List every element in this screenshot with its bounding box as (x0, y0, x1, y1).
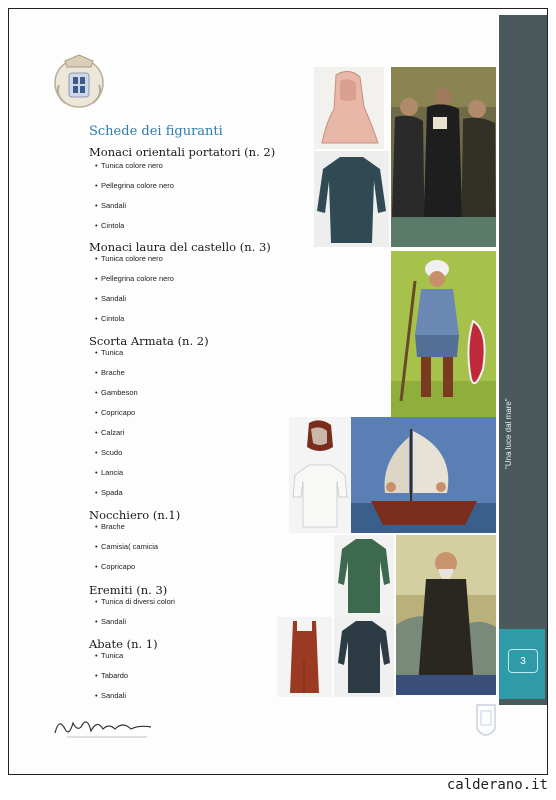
item-list (89, 161, 275, 230)
list-item: • Tunica colore nero (101, 161, 275, 170)
right-side-band (499, 15, 547, 705)
list-item: • Brache (101, 368, 209, 377)
sidebar-title: "Una luce dal mare" (504, 398, 513, 470)
item-list (89, 254, 271, 323)
page-title: Schede dei figuranti (89, 124, 223, 139)
list-item: • Calzari (101, 428, 209, 437)
item-list (89, 651, 158, 700)
list-item: • Camisia( camicia (101, 542, 180, 551)
list-item: • Copricapo (101, 562, 180, 571)
section-abate (89, 637, 158, 700)
list-item: • Sandali (101, 294, 271, 303)
section-title: Nocchiero (n.1) (89, 508, 181, 522)
list-item: • Tunica colore nero (101, 254, 271, 263)
dark-tunic-photo (314, 151, 389, 247)
footer-site-name: calderano.it (446, 777, 548, 793)
list-item: • Sandali (101, 691, 158, 700)
list-item: • Spada (101, 488, 209, 497)
list-item: • Sandali (101, 201, 275, 210)
red-tabard-photo (277, 617, 332, 697)
hood-and-shirt-photo (289, 417, 351, 533)
armed-soldier-illustration (391, 251, 496, 419)
page-number: 3 (508, 649, 538, 673)
list-item: • Gambeson (101, 388, 209, 397)
section-title: Eremiti (n. 3) (89, 583, 168, 597)
watermark-crest-icon (471, 699, 501, 747)
list-item: • Scudo (101, 448, 209, 457)
list-item: • Copricapo (101, 408, 209, 417)
item-list (89, 348, 209, 497)
section-nocchiero (89, 508, 180, 571)
dark-robe-photo (334, 617, 394, 697)
hooded-cape-photo (314, 67, 384, 149)
list-item: • Pellegrina colore nero (101, 181, 275, 190)
item-list (89, 522, 180, 571)
list-item: • Tunica di diversi colori (101, 597, 175, 606)
section-title: Monaci laura del castello (n. 3) (89, 240, 271, 254)
section-scorta-armata (89, 334, 209, 497)
section-title: Monaci orientali portatori (n. 2) (89, 145, 276, 159)
section-title: Scorta Armata (n. 2) (89, 334, 209, 348)
item-list (89, 597, 175, 626)
list-item: • Lancia (101, 468, 209, 477)
list-item: • Cintola (101, 221, 275, 230)
hermit-painting (396, 535, 496, 695)
section-monaci-laura (89, 240, 271, 323)
section-monaci-orientali (89, 145, 275, 230)
signature-image (47, 709, 157, 743)
list-item: • Sandali (101, 617, 175, 626)
green-tunic-photo (334, 535, 394, 617)
section-eremiti (89, 583, 175, 626)
document-sheet (8, 8, 548, 775)
coat-of-arms-icon (51, 51, 107, 111)
list-item: • Brache (101, 522, 180, 531)
list-item: • Tunica (101, 651, 158, 660)
monks-painting (391, 67, 496, 247)
list-item: • Cintola (101, 314, 271, 323)
list-item: • Tabardo (101, 671, 158, 680)
section-title: Abate (n. 1) (89, 637, 158, 651)
list-item: • Pellegrina colore nero (101, 274, 271, 283)
ship-painting (351, 417, 496, 533)
list-item: • Tunica (101, 348, 209, 357)
